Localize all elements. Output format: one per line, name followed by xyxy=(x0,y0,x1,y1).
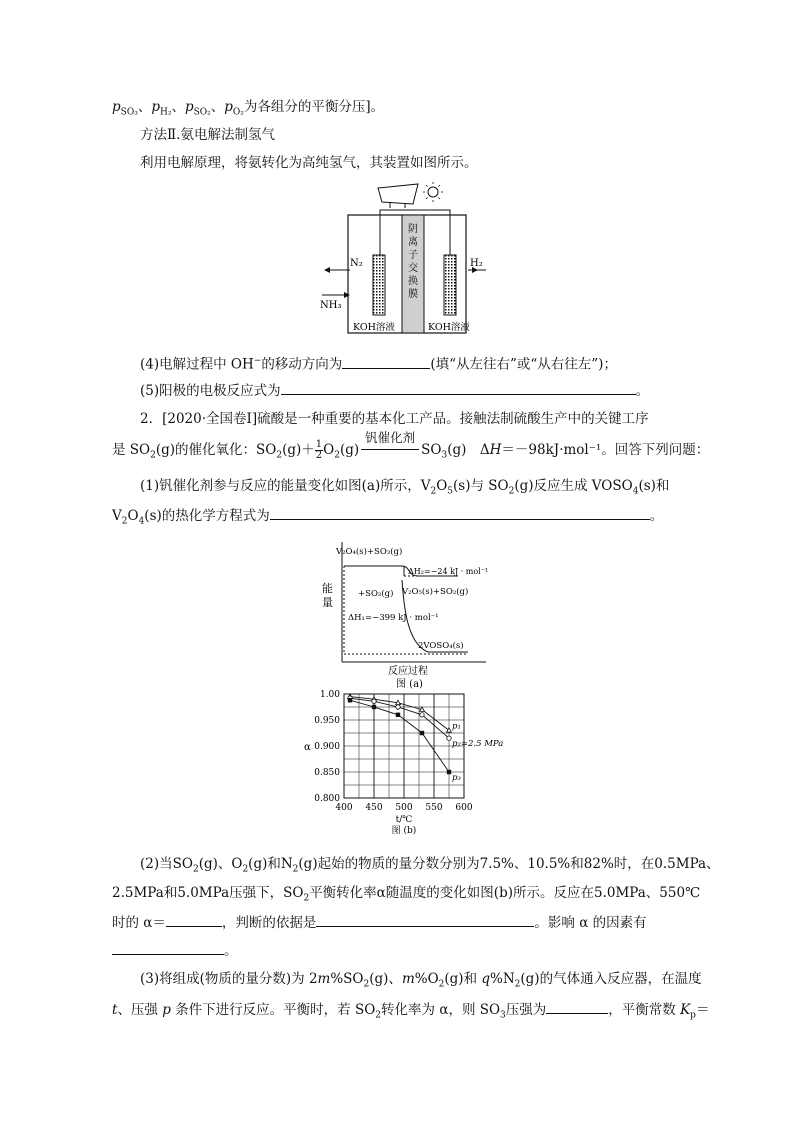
fig-a-left-label: +SO₃(g) xyxy=(358,589,394,599)
data-point-circle xyxy=(447,736,451,740)
x-tick-label: 400 xyxy=(335,803,353,813)
y-tick-label: 0.900 xyxy=(314,742,340,752)
membrane-label-char: 膜 xyxy=(408,289,418,300)
left-electrode xyxy=(373,255,385,315)
right-in-arrow-icon xyxy=(344,292,350,298)
question-2-line-c xyxy=(112,912,647,932)
fig-a-ylabel-1: 能 xyxy=(322,582,333,595)
y-tick-label: 0.850 xyxy=(314,768,340,778)
text-line-1: $p_{SO_3}$、$p_{H_2}$、$p_{SO_2}$、$p_{O_2}$为各组分的平衡分压]。 xyxy=(112,99,385,118)
label-h2: H₂ xyxy=(470,258,483,269)
q1-end: 。 xyxy=(649,508,664,524)
solar-panel-icon xyxy=(378,184,418,204)
y-axis-label: α xyxy=(304,742,311,753)
series-label: p₃ xyxy=(452,773,461,783)
membrane-label-char: 交 xyxy=(408,263,418,274)
electrolysis-apparatus xyxy=(310,180,483,340)
fig-a-dh2: ΔH₂=−24 kJ · mol⁻¹ xyxy=(408,567,489,576)
answer-blank-q2-alpha[interactable] xyxy=(166,912,222,927)
problem-2-reaction: 是 $SO_2(g)$的催化氧化：$SO_2(g)+$ $\frac{1}{2}$ $O_2(g)$ 钒催化剂 $SO_3(g)$ ΔH＝－98kJ·mol⁻¹。回答下列问题： xyxy=(112,430,710,461)
q5-part-b: 。 xyxy=(635,383,650,399)
intro-sentence: 利用电解原理，将氨转化为高纯氢气，其装置如图所示。 xyxy=(140,155,478,171)
question-5 xyxy=(140,380,649,400)
answer-blank-q2-basis[interactable] xyxy=(316,912,534,927)
question-3-line-a: (3)将组成(物质的量分数)为 $2m\%SO_2(g)$、$m\%O_2(g)$和 $q\%N_2(g)$的气体通入反应器，在温度 xyxy=(140,971,702,990)
fraction-half: $\frac{1}{2}$ xyxy=(315,439,323,461)
data-point-square xyxy=(447,770,451,774)
question-1-line-a: (1)钒催化剂参与反应的能量变化如图(a)所示，$V_2O_5(s)$与 $SO_2(g)$反应生成 $VOSO_4(s)$和 xyxy=(140,478,670,497)
answer-blank-q3-pressure[interactable] xyxy=(546,999,608,1014)
question-2-line-d xyxy=(112,940,238,960)
data-point-square xyxy=(372,705,376,709)
problem-2-intro: 2．[2020·全国卷Ⅰ]硫酸是一种重要的基本化工产品。接触法制硫酸生产中的关键工序 xyxy=(140,411,649,427)
y-tick-label: 0.800 xyxy=(314,794,340,804)
membrane-label-char: 离 xyxy=(408,237,418,248)
right-electrode xyxy=(444,255,456,315)
question-2-line-a: (2)当$SO_2(g)$、$O_2(g)$和$N_2(g)$起始的物质的量分数分别为7.5%、10.5%和82%时，在0.5MPa、 xyxy=(140,856,720,875)
membrane-label-char: 换 xyxy=(408,276,418,287)
fig-a-ylabel-2: 量 xyxy=(322,596,333,609)
q5-part-a: (5)阳极的电极反应式为 xyxy=(140,383,281,399)
x-tick-label: 600 xyxy=(455,803,473,813)
chart-caption: 图 (b) xyxy=(391,826,417,836)
x-tick-label: 550 xyxy=(425,803,443,813)
data-point-square xyxy=(420,731,424,735)
figure-a-energy-diagram xyxy=(318,540,508,690)
answer-blank-q1[interactable] xyxy=(270,505,650,520)
answer-blank-q5[interactable] xyxy=(281,380,636,395)
fig-a-xlabel: 反应过程 xyxy=(388,666,428,677)
data-point-square xyxy=(348,698,352,702)
question-2-line-b: 2.5MPa和5.0MPa压强下，$SO_2$平衡转化率α随温度的变化如图(b)所示。反应在5.0MPa、550℃ xyxy=(112,885,701,904)
series-label: p₂=2.5 MPa xyxy=(452,739,504,750)
answer-blank-q2-factors[interactable] xyxy=(112,940,224,955)
label-n2: N₂ xyxy=(350,258,363,269)
right-solution-label: KOH溶液 xyxy=(428,322,470,333)
fig-a-dh1: ΔH₁=−399 kJ · mol⁻¹ xyxy=(348,613,439,623)
x-tick-label: 450 xyxy=(365,803,383,813)
fig-a-level-mid: V₂O₅(s)+SO₂(g) xyxy=(402,587,469,597)
answer-blank-q4[interactable] xyxy=(342,354,430,369)
x-axis-label: t/℃ xyxy=(395,815,413,825)
method-heading: 方法Ⅱ.氨电解法制氢气 xyxy=(140,127,275,143)
sun-icon xyxy=(428,187,438,197)
figure-b-chart xyxy=(298,688,528,848)
question-3-line-b: t、压强 p 条件下进行反应。平衡时，若 $SO_2$转化率为 α，则 $SO_3$压强为 ，平衡常数 $K_p=$ xyxy=(112,999,709,1025)
q4-part-c: (填“从左往右”或“从右往左”)； xyxy=(430,356,617,373)
q2-c2: ，判断的依据是 xyxy=(221,915,317,931)
q4-part-b: 的移动方向为 xyxy=(261,356,343,373)
q2-c1: 时的 α＝ xyxy=(112,915,166,931)
data-point-square xyxy=(396,713,400,717)
fig-a-level-top: V₂O₄(s)+SO₃(g) xyxy=(336,547,403,557)
q2-c3: 。影响 α 的因素有 xyxy=(534,915,647,931)
fig-a-level-bottom: 2VOSO₄(s) xyxy=(418,641,464,651)
fig-a-caption: 图 (a) xyxy=(396,679,423,690)
left-arrow-icon xyxy=(324,267,330,273)
y-tick-label: 1.00 xyxy=(319,690,340,700)
y-tick-label: 0.950 xyxy=(314,716,340,726)
series-label: p₁ xyxy=(452,721,461,732)
question-1-line-b: $V_2O_4(s)$的热化学方程式为 。 xyxy=(112,505,663,531)
left-solution-label: KOH溶液 xyxy=(353,322,395,333)
data-point-triangle xyxy=(447,728,452,732)
x-tick-label: 500 xyxy=(395,803,413,813)
question-4: (4)电解过程中 OH−的移动方向为 (填“从左往右”或“从右往左”)； xyxy=(140,352,617,374)
q2-d: 。 xyxy=(224,943,238,959)
membrane-label-char: 子 xyxy=(408,250,418,261)
label-nh3: NH₃ xyxy=(320,300,342,311)
q4-part-a: (4)电解过程中 OH xyxy=(140,356,254,373)
data-point-circle xyxy=(420,713,424,717)
membrane-label-char: 阴 xyxy=(408,224,418,235)
catalyst-label: 钒催化剂 xyxy=(365,430,416,445)
data-point-circle xyxy=(396,705,400,709)
data-point-circle xyxy=(372,699,376,703)
